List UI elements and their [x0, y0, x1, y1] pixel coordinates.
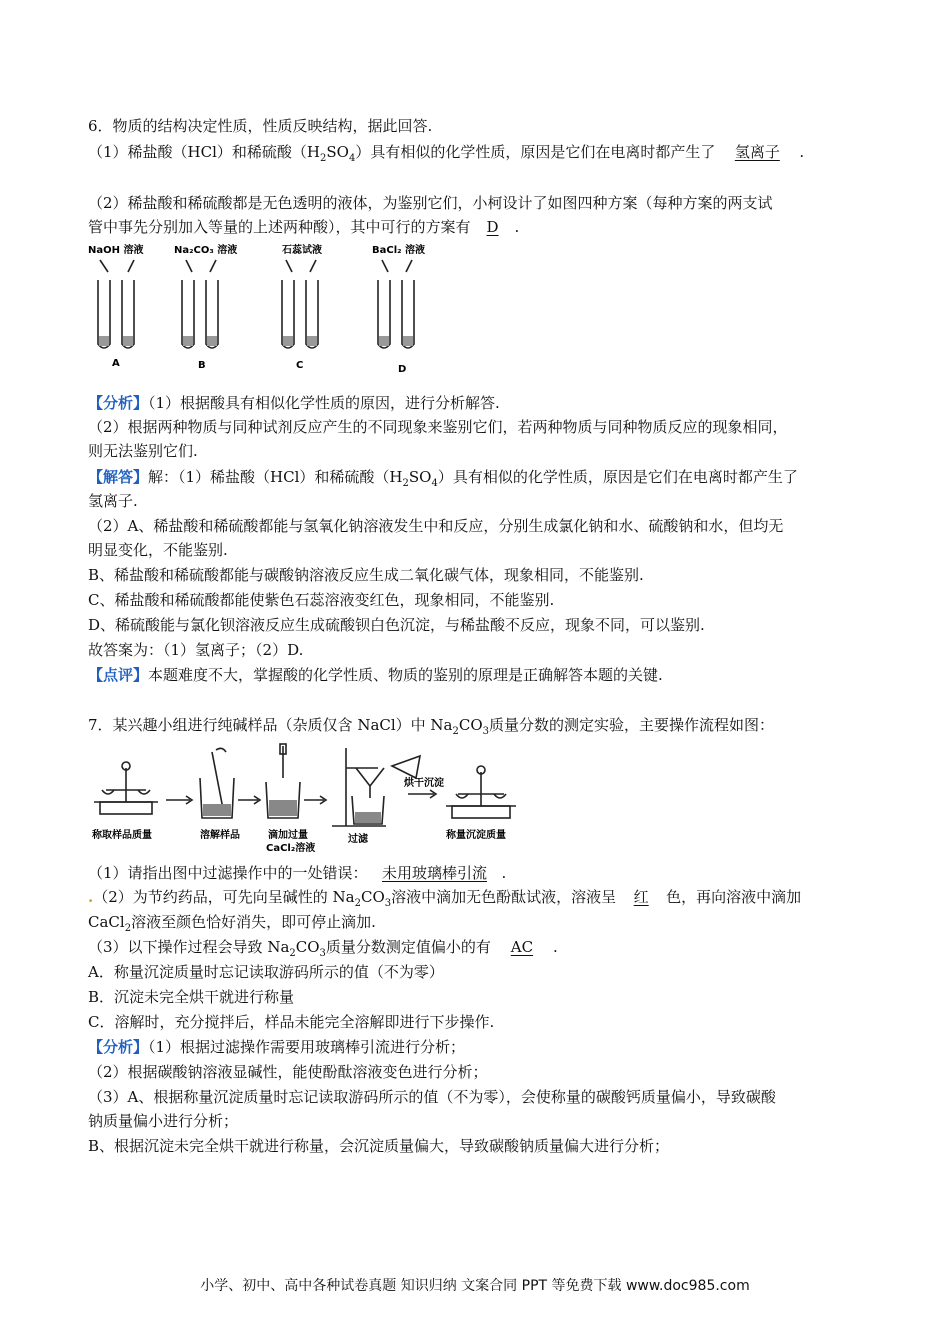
- q7-answer1-blank: 未用玻璃棒引流: [382, 864, 488, 882]
- step-label-dissolve: 溶解样品: [200, 830, 240, 841]
- q6-part1: （1）稀盐酸（HCl）和稀硫酸$(H_2SO_4)$具有相似的化学性质，原因是它们在电离时都产生了 氢离子 .: [88, 143, 805, 164]
- q7-part3: （3）以下操作过程会导致 $Na_2CO_3$质量分数测定值偏小的有 AC .: [88, 938, 558, 959]
- q7-stem: 7．某兴趣小组进行纯碱样品（杂质仅含 NaCl）中 $Na_2CO_3$质量分数的测定实验，主要操作流程如图：: [88, 716, 775, 737]
- option-label-b: B: [198, 360, 206, 371]
- step-label-add-excess: 滴加过量: [268, 830, 308, 841]
- q6-solution-2a: （2）A、稀盐酸和稀硫酸都能与氢氧化钠溶液发生中和反应，分别生成氯化钠和水、硫酸钠和水，但均无: [88, 517, 784, 535]
- q6-analysis-1: 【分析】（1）根据酸具有相似化学性质的原因，进行分析解答.: [88, 394, 500, 412]
- q7-part2-line2: CaCl$_2$溶液至颜色恰好消失，即可停止滴加.: [88, 913, 376, 934]
- q6-solution-2b: 明显变化，不能鉴别.: [88, 541, 228, 559]
- reagent-label-d: BaCl₂ 溶液: [372, 245, 425, 256]
- q6-part2-line2: 管中事先分别加入等量的上述两种酸），其中可行的方案有 D .: [88, 218, 520, 236]
- q6-solution-d: D、稀硫酸能与氯化钡溶液反应生成硫酸钡白色沉淀，与稀盐酸不反应，现象不同，可以鉴别.: [88, 616, 705, 634]
- option-label-a: A: [112, 358, 120, 369]
- q7-analysis-3b: 钠质量偏小进行分析；: [88, 1112, 239, 1130]
- q6-solution-1a: 【解答】解：（1）稀盐酸（HCl）和稀硫酸$(H_2SO_4)$具有相似的化学性质，原因是它们在电离时都产生了: [88, 468, 798, 489]
- q6-answer2-blank: D: [486, 218, 499, 236]
- q7-option-b: B．沉淀未完全烘干就进行称量: [88, 988, 295, 1006]
- q6-stem: 6．物质的结构决定性质，性质反映结构，据此回答.: [88, 117, 433, 135]
- q7-option-a: A．称量沉淀质量时忘记读取游码所示的值（不为零）: [88, 963, 444, 981]
- q7-part2-line1: .（2）为节约药品，可先向呈碱性的 $Na_2CO_3$溶液中滴加无色酚酞试液，溶液呈 红 色，再向溶液中滴加: [88, 888, 802, 909]
- step-label-cacl2: CaCl₂溶液: [266, 843, 316, 854]
- q7-analysis-2: （2）根据碳酸钠溶液显碱性，能使酚酞溶液变色进行分析；: [88, 1063, 488, 1081]
- experiment-flow-figure: [86, 738, 524, 858]
- q6-part2-line1: （2）稀盐酸和稀硫酸都是无色透明的液体，为鉴别它们，小柯设计了如图四种方案（每种方案的两支试: [88, 194, 773, 212]
- q6-solution-1b: 氢离子.: [88, 492, 138, 510]
- q7-analysis-1: 【分析】（1）根据过滤操作需要用玻璃棒引流进行分析；: [88, 1038, 466, 1056]
- reagent-label-b: Na₂CO₃ 溶液: [174, 245, 238, 256]
- q7-option-c: C．溶解时，充分搅拌后，样品未能完全溶解即进行下步操作.: [88, 1013, 495, 1031]
- step-label-weigh-precipitate: 称量沉淀质量: [446, 830, 506, 841]
- page-footer: 小学、初中、高中各种试卷真题 知识归纳 文案合同 PPT 等免费下载 www.doc985.com: [200, 1278, 750, 1294]
- q6-solution-c: C、稀盐酸和稀硫酸都能使紫色石蕊溶液变红色，现象相同，不能鉴别.: [88, 591, 555, 609]
- q6-answer1-blank: 氢离子: [734, 143, 780, 161]
- step-label-weigh-sample: 称取样品质量: [92, 830, 152, 841]
- q7-answer3-blank: AC: [510, 938, 534, 956]
- arrow-label-dry: 烘干沉淀: [404, 778, 444, 789]
- q6-final-answer: 故答案为：（1）氢离子；（2）D.: [88, 641, 304, 659]
- option-label-c: C: [296, 360, 304, 371]
- q7-analysis-3a: （3）A、根据称量沉淀质量时忘记读取游码所示的值（不为零），会使称量的碳酸钙质量偏小，导致碳酸: [88, 1088, 776, 1106]
- q7-analysis-3c: B、根据沉淀未完全烘干就进行称量，会沉淀质量偏大，导致碳酸钠质量偏大进行分析；: [88, 1137, 670, 1155]
- q7-part1: （1）请指出图中过滤操作中的一处错误： 未用玻璃棒引流 .: [88, 864, 507, 882]
- reagent-label-a: NaOH 溶液: [88, 245, 144, 256]
- option-label-d: D: [398, 364, 407, 375]
- q6-analysis-2a: （2）根据两种物质与同种试剂反应产生的不同现象来鉴别它们，若两种物质与同种物质反应的现象相同，: [88, 418, 788, 436]
- q6-analysis-2b: 则无法鉴别它们.: [88, 442, 198, 460]
- test-tube-figure: [86, 238, 428, 378]
- q6-solution-b: B、稀盐酸和稀硫酸都能与碳酸钠溶液反应生成二氧化碳气体，现象相同，不能鉴别.: [88, 566, 644, 584]
- q7-answer2-blank: 红: [633, 888, 649, 906]
- step-label-filter: 过滤: [348, 834, 368, 845]
- q6-comment: 【点评】本题难度不大，掌握酸的化学性质、物质的鉴别的原理是正确解答本题的关键.: [88, 666, 663, 684]
- reagent-label-c: 石蕊试液: [282, 245, 322, 256]
